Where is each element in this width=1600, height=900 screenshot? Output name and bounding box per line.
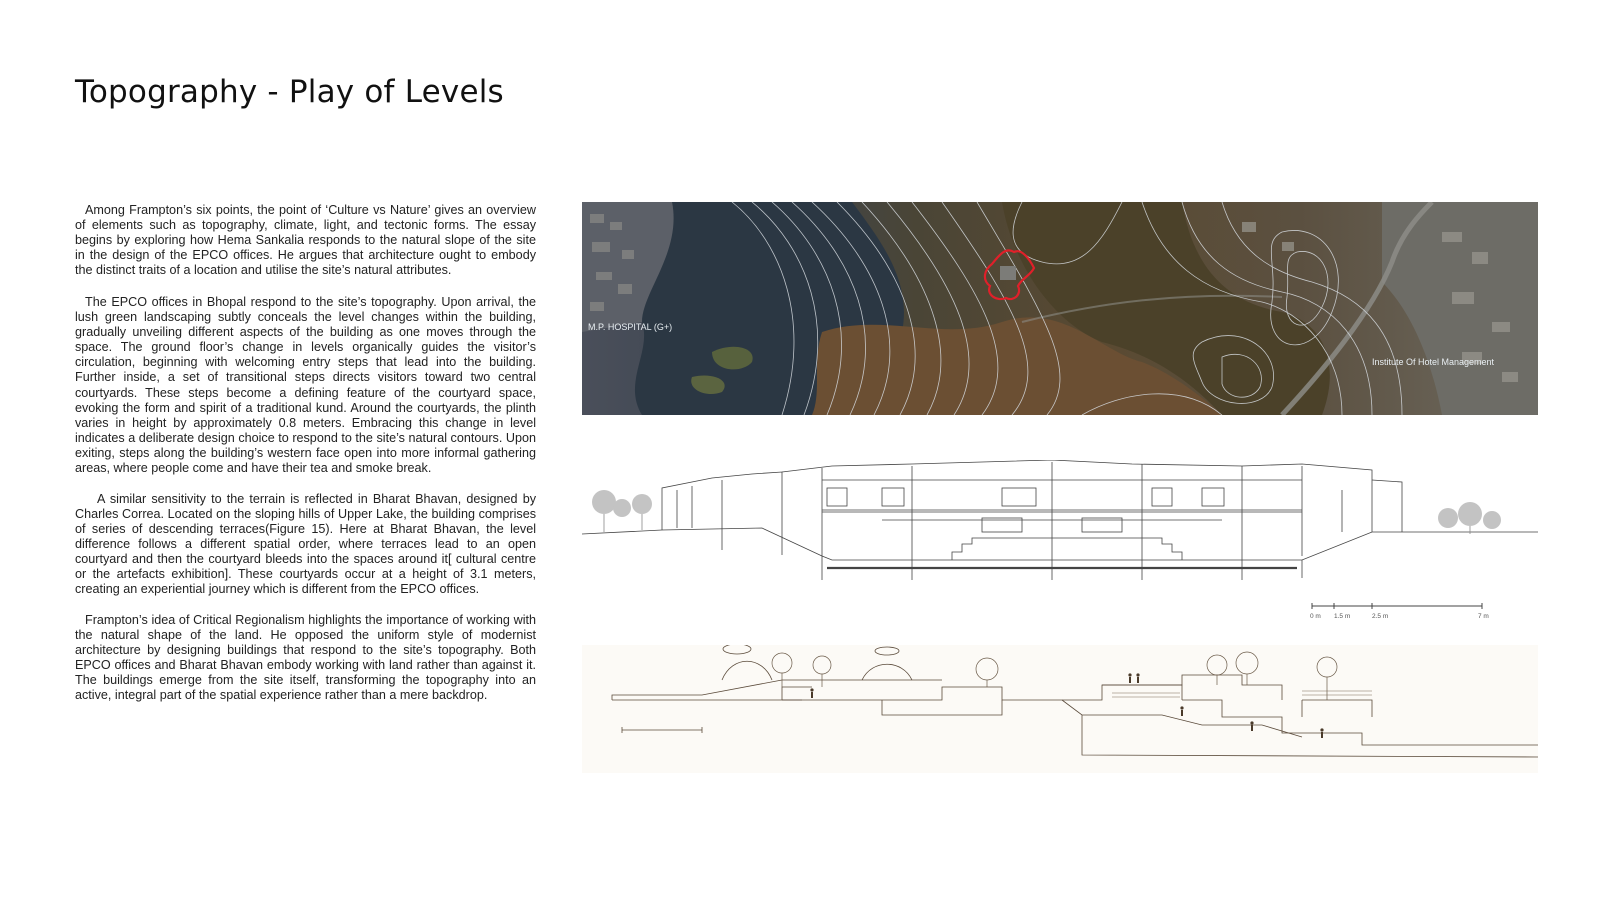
bharat-bhavan-section-image [582,645,1538,773]
page-title: Topography - Play of Levels [75,74,504,110]
scale-label-2-5: 2.5 m [1372,613,1389,620]
body-text [75,203,536,703]
map-label-hospital: M.P. HOSPITAL (G+) [588,322,673,332]
bharat-bhavan-section-drawing [582,645,1538,773]
paragraph-culture-vs-nature: Among Frampton’s six points, the point of ‘Culture vs Nature’ gives an overview of elements such as topography, climate, light, and tectonic forms. The essay begins by exploring how Hema Sankalia responds to the natural slope of the site in the design of the EPCO offices. He argues that architecture ought to embody the distinct traits of a location and utilise the site’s natural attributes. [75,203,536,278]
map-label-institute: Institute Of Hotel Management [1372,357,1495,367]
satellite-contour-map-image [582,202,1538,415]
epco-section-image [582,460,1538,630]
scale-label-7: 7 m [1478,613,1489,620]
scale-label-1-5: 1.5 m [1334,613,1351,620]
epco-section-drawing [582,460,1538,630]
paragraph-epco-offices: The EPCO offices in Bhopal respond to the site’s topography. Upon arrival, the lush green landscaping subtly conceals the level changes within the building, gradually unveiling different aspects of the building as one moves through the space. The ground floor’s change in levels organically guides the visitor’s circulation, beginning with welcoming entry steps that lead into the building. Further inside, a set of transitional steps directs visitors toward two central courtyards. These steps become a defining feature of the courtyard space, evoking the form and spirit of a traditional kund. Around the courtyards, the plinth varies in height by approximately 0.8 meters. Embracing this change in level indicates a deliberate design choice to respond to the site’s natural contours. Upon exiting, steps along the building’s western face open into more informal gathering areas, where people come and have their tea and smoke break. [75,295,536,475]
paragraph-critical-regionalism: Frampton’s idea of Critical Regionalism highlights the importance of working with the natural shape of the land. He opposed the uniform style of modernist architecture by designing buildings that respond to the site’s topography. Both EPCO offices and Bharat Bhavan embody working with land rather than against it. The buildings emerge from the site itself, transforming the topography into an active, integral part of the spatial experience rather than a mere backdrop. [75,613,536,703]
paragraph-bharat-bhavan: A similar sensitivity to the terrain is reflected in Bharat Bhavan, designed by Charles Correa. Located on the sloping hills of Upper Lake, the building comprises of series of descending terraces(Figure 15). Here at Bharat Bhavan, the level difference follows a different spatial order, where terraces lead to an open courtyard and then the courtyard bleeds into the spaces around it[ cultural centre or the artefacts exhibition]. These courtyards occur at a height of 3.1 meters, creating an experiential journey which is different from the EPCO offices. [75,491,536,597]
scale-label-0: 0 m [1310,613,1321,620]
satellite-contour-map [582,202,1538,415]
